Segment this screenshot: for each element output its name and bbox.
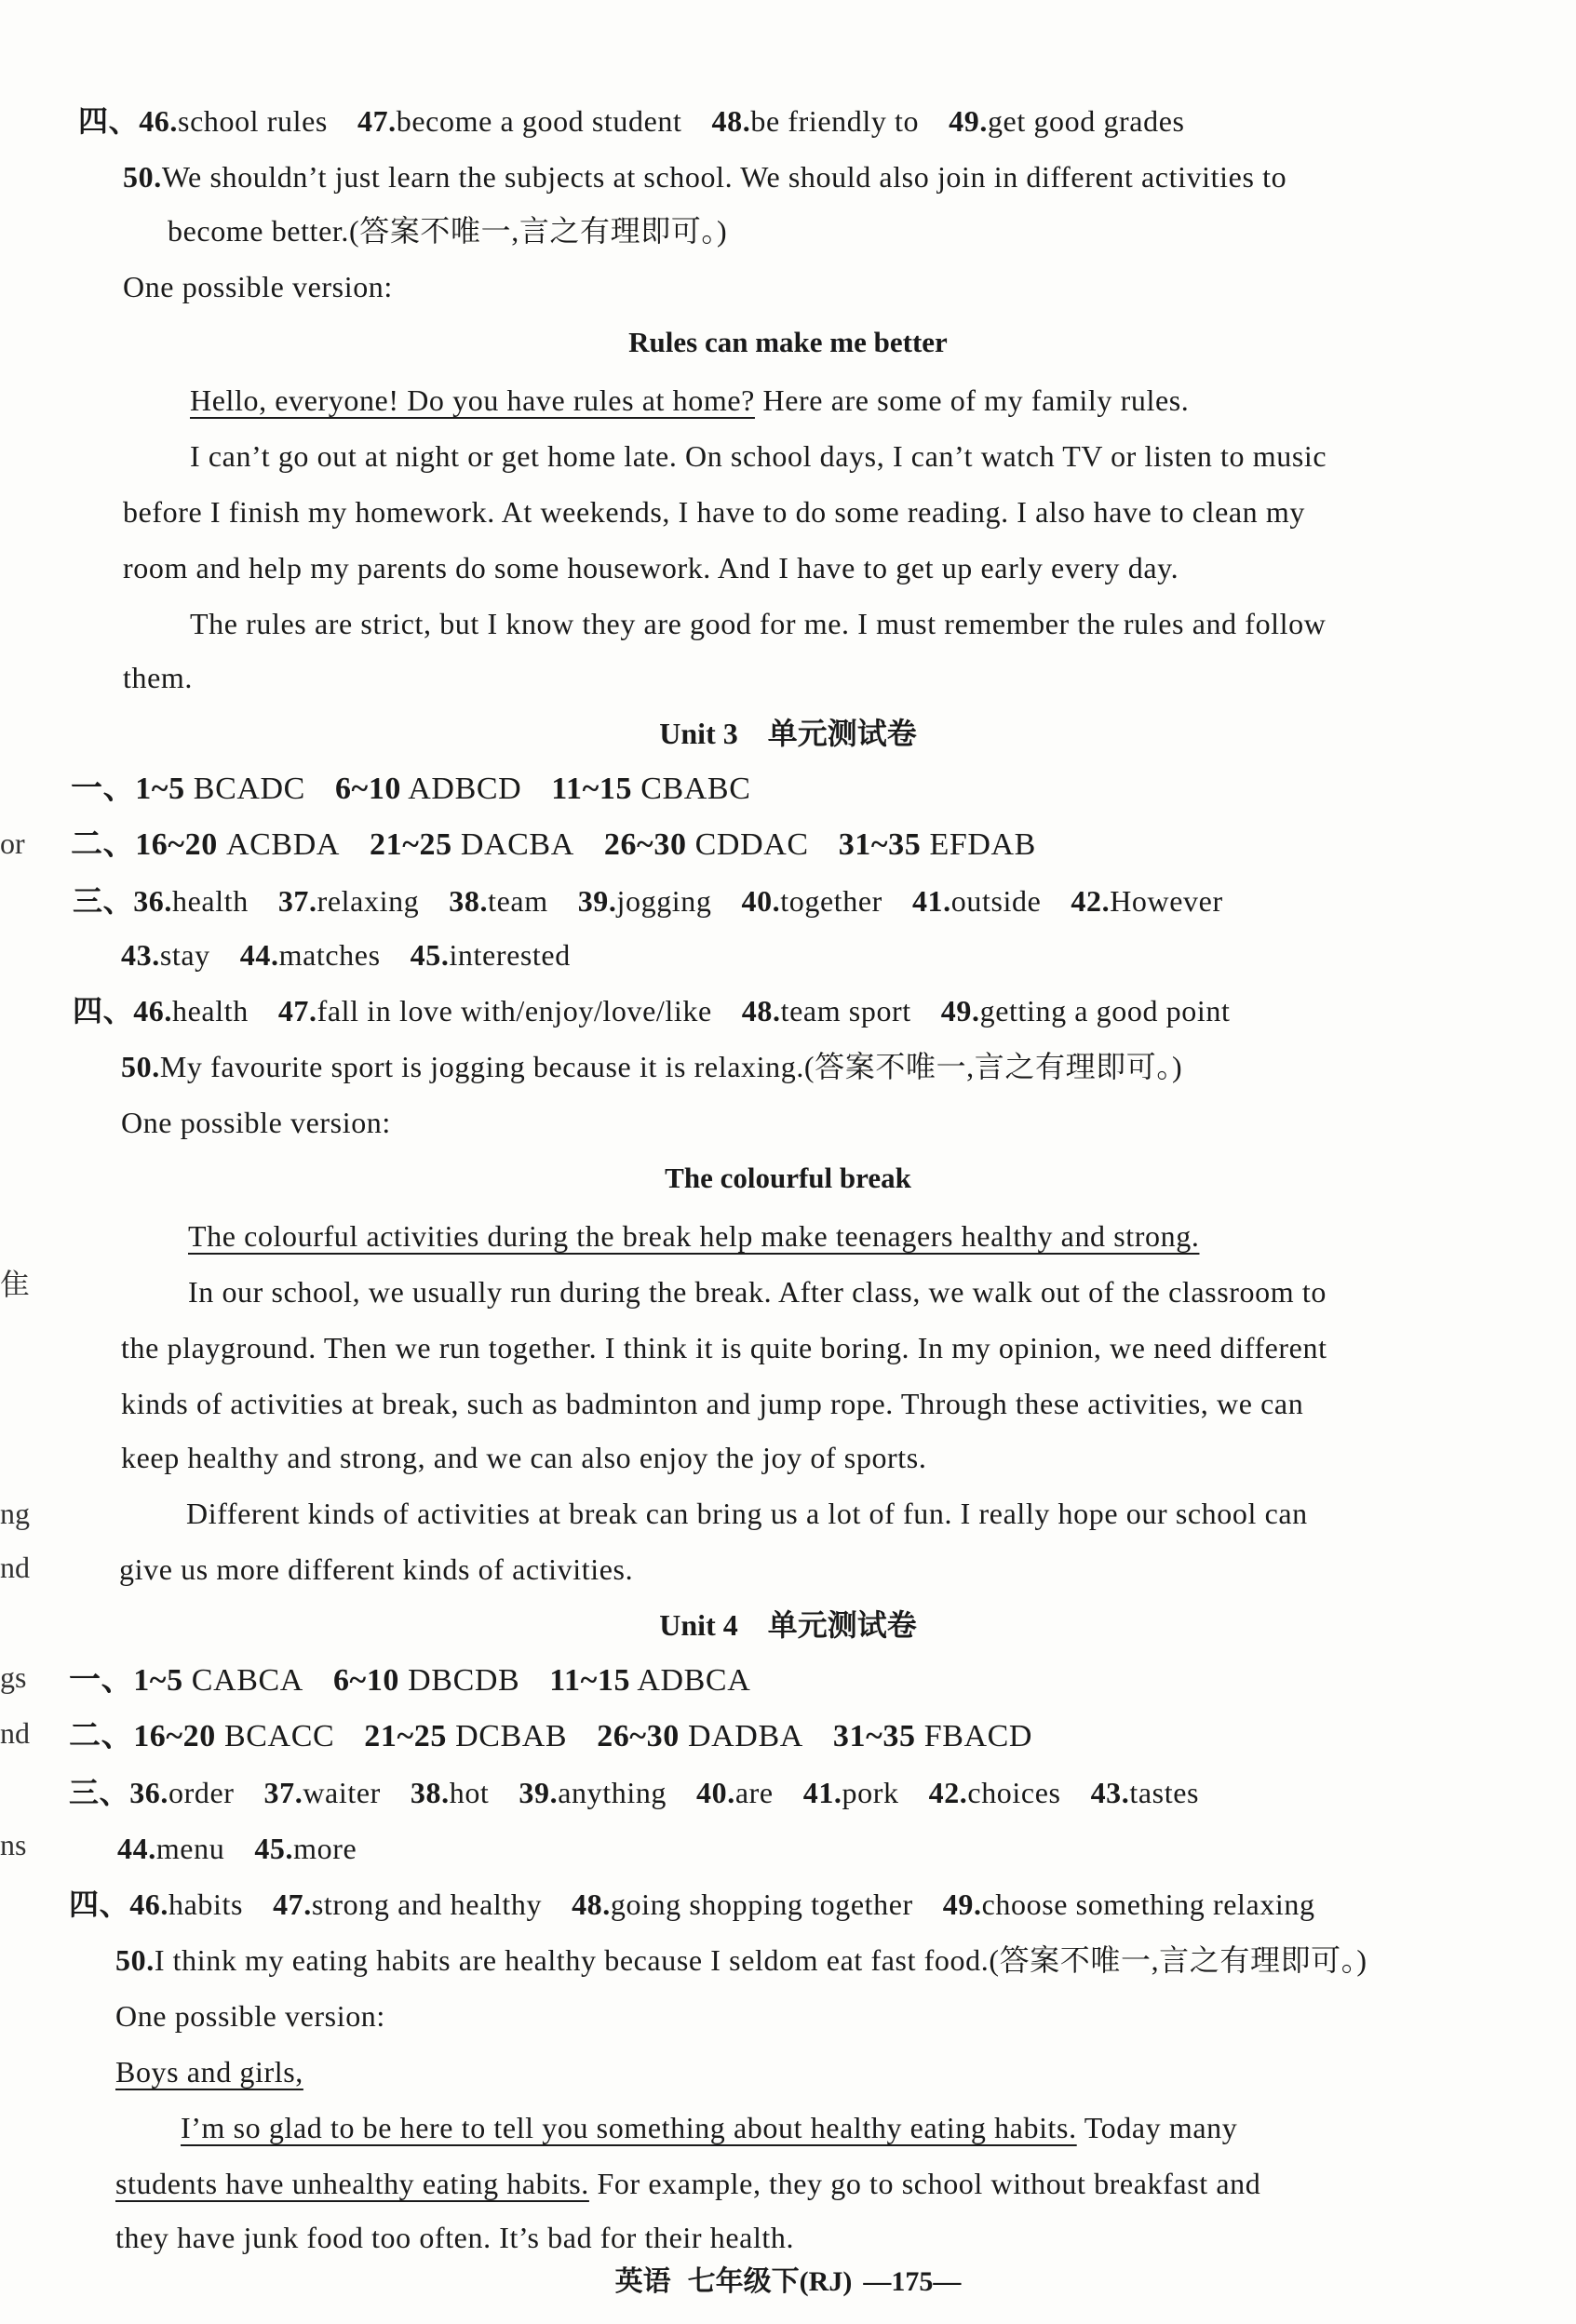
item-number: 50. [123,160,162,194]
answer-letters: DADBA [688,1719,803,1753]
question-range: 26~30 [603,827,687,862]
unit-number: Unit 3 [659,717,738,750]
answer-text: pork [842,1776,899,1809]
page-footer [0,2264,1576,2301]
underlined-sentence: I’m so glad to be here to tell you something about healthy eating habits. [181,2111,1077,2144]
margin-fragment: nd [0,1551,30,1584]
item-number: 39. [577,884,617,918]
essay-line: the playground. Then we run together. I think it is quite boring. In my opinion, we need different [121,1331,1327,1364]
footer-subject: 英语 [614,2266,671,2297]
item-number: 43. [121,938,160,972]
essay-line: kinds of activities at break, such as badminton and jump rope. Through these activities, we can [121,1387,1304,1420]
answer-letters: DCBAB [455,1719,568,1753]
u3-row-four [73,992,1230,1029]
u3-row-three [73,882,1223,920]
item-number: 48. [572,1887,611,1921]
underlined-sentence: students have unhealthy eating habits. [115,2167,589,2200]
essay-line: room and help my parents do some housework. And I have to get up early every day. [123,551,1179,584]
essay-line [115,2165,1260,2202]
answer-text: get good grades [987,104,1185,138]
underlined-sentence: The colourful activities during the break help make teenagers healthy and strong. [188,1219,1200,1253]
underlined-sentence: Boys and girls, [115,2055,303,2089]
item-number: 36. [129,1776,169,1809]
answer-text: relaxing [317,884,420,918]
question-range: 16~20 [135,827,218,862]
u3-row-one [71,771,750,808]
margin-fragment: nd [0,1716,30,1750]
answer-letters: FBACD [923,1719,1033,1753]
item-number: 44. [117,1832,156,1865]
u4-row-four [69,1886,1315,1923]
item-number: 48. [741,994,781,1028]
answer-text: getting a good point [979,994,1231,1028]
question-range: 11~15 [549,1663,631,1698]
answer-text: together [780,884,882,918]
item-number: 47. [277,994,317,1028]
answer-text: more [293,1832,357,1865]
u4-row-three-cont [117,1830,357,1867]
section-label: 一、 [69,1663,134,1698]
essay-line: In our school, we usually run during the break. After class, we walk out of the classroom to [188,1275,1327,1309]
margin-fragment: ns [0,1828,27,1861]
item-number: 46. [133,994,173,1028]
item-number: 49. [949,104,988,138]
item-number: 46. [129,1887,169,1921]
essay-line [181,2109,1237,2146]
possible-version-label: One possible version: [123,270,393,303]
question-range: 1~5 [133,1663,183,1698]
item-number: 42. [1071,884,1111,918]
answer-text: be friendly to [750,104,920,138]
question-range: 16~20 [133,1719,216,1753]
answer-text: However [1110,884,1223,918]
essay-paragraph [188,1217,1199,1255]
answer-text: interested [449,938,571,972]
essay-paragraph [190,382,1189,419]
answer-text: waiter [303,1776,381,1809]
answer-text: become a good student [396,104,682,138]
item-number: 50. [115,1943,155,1977]
question-range: 31~35 [838,827,922,862]
u2-q50-line1 [123,158,1286,195]
footer-grade: 七年级下(RJ) [687,2266,853,2297]
item-number: 43. [1090,1776,1130,1809]
answer-text: menu [155,1832,225,1865]
margin-fragment: 隹 [0,1268,31,1301]
answer-letters: CDDAC [694,827,809,862]
item-number: 47. [357,104,397,138]
section-label: 四、 [69,1887,130,1921]
question-range: 21~25 [370,827,452,862]
answer-letters: CABCA [191,1663,303,1698]
unit-heading [0,1606,1576,1644]
u3-q50 [121,1048,1182,1085]
u4-row-three [69,1774,1199,1811]
item-number: 42. [928,1776,968,1809]
answer-text: are [734,1776,774,1809]
item-number: 37. [277,884,317,918]
answer-text: hot [449,1776,490,1809]
answer-text: team [488,884,548,918]
item-number: 49. [942,1887,982,1921]
unit-heading-cn: 单元测试卷 [767,717,917,750]
essay-line: keep healthy and strong, and we can also enjoy the joy of sports. [121,1441,927,1474]
essay-line: give us more different kinds of activities. [119,1552,634,1586]
u2-q50-line2: become better.(答案不唯一,言之有理即可。) [168,214,728,248]
margin-fragment: gs [0,1660,27,1694]
item-number: 38. [410,1776,450,1809]
answer-text: stay [159,938,210,972]
item-number: 48. [711,104,751,138]
item-number: 41. [802,1776,842,1809]
answer-text: We shouldn’t just learn the subjects at school. We should also join in different activities to [161,160,1287,194]
answer-letters: EFDAB [929,827,1036,862]
essay-text: Here are some of my family rules. [754,383,1190,417]
u4-row-one [69,1662,750,1699]
answer-letters: CBABC [640,772,751,806]
answer-text: I think my eating habits are healthy because I seldom eat fast food.(答案不唯一,言之有理即可。) [154,1943,1367,1977]
answer-text: choices [967,1776,1061,1809]
item-number: 40. [741,884,781,918]
answer-text: strong and healthy [311,1887,543,1921]
answer-letters: BCACC [224,1719,335,1753]
u4-row-two [69,1718,1032,1755]
answer-text: order [168,1776,235,1809]
answer-text: My favourite sport is jogging because it is relaxing.(答案不唯一,言之有理即可。) [159,1050,1183,1083]
essay-line: Different kinds of activities at break can bring us a lot of fun. I really hope our school can [186,1497,1308,1530]
answer-letters: DACBA [460,827,574,862]
essay-text: For example, they go to school without breakfast and [588,2167,1261,2200]
item-number: 45. [410,938,450,972]
essay-line: The rules are strict, but I know they are good for me. I must remember the rules and follow [190,607,1327,640]
item-number: 41. [911,884,951,918]
item-number: 38. [449,884,489,918]
question-range: 1~5 [135,772,185,806]
essay-title: The colourful break [665,1162,911,1194]
section-label: 一、 [71,772,136,806]
essay-greeting [115,2053,303,2090]
essay-line: them. [123,661,193,694]
question-range: 11~15 [551,772,633,806]
item-number: 45. [254,1832,294,1865]
answer-text: school rules [178,104,328,138]
underlined-sentence: Hello, everyone! Do you have rules at home? [190,383,755,417]
answer-letters: DBCDB [408,1663,520,1698]
essay-line: I can’t go out at night or get home late. On school days, I can’t watch TV or listen to music [190,439,1327,473]
answer-text: fall in love with/enjoy/love/like [317,994,712,1028]
possible-version-label: One possible version: [115,1999,385,2033]
answer-text: habits [168,1887,244,1921]
essay-line: they have junk food too often. It’s bad for their health. [115,2221,795,2254]
answer-text: anything [558,1776,667,1809]
answer-text: team sport [780,994,911,1028]
u3-row-three-cont [121,936,571,974]
question-range: 21~25 [364,1719,447,1753]
section-label: 三、 [73,884,134,918]
answer-text: going shopping together [610,1887,913,1921]
u4-q50 [115,1941,1367,1979]
answer-letters: ACBDA [226,827,341,862]
section-label: 二、 [69,1719,134,1753]
answer-text: choose something relaxing [981,1887,1315,1921]
section-label: 三、 [69,1776,130,1809]
item-number: 39. [519,1776,559,1809]
unit-heading-cn: 单元测试卷 [767,1608,917,1642]
u3-row-two [71,826,1036,864]
question-range: 6~10 [334,772,402,806]
essay-line: before I finish my homework. At weekends, I have to do some reading. I also have to clean my [123,495,1305,529]
item-number: 40. [696,1776,735,1809]
item-number: 50. [121,1050,160,1083]
section-label: 二、 [71,827,136,862]
possible-version-label: One possible version: [121,1106,391,1139]
item-number: 46. [139,104,179,138]
item-number: 47. [273,1887,312,1921]
unit-heading [0,715,1576,752]
answer-letters: ADBCA [637,1663,751,1698]
item-number: 37. [263,1776,303,1809]
question-range: 6~10 [332,1663,400,1698]
item-number: 44. [239,938,279,972]
answer-text: tastes [1129,1776,1200,1809]
question-range: 31~35 [832,1719,916,1753]
margin-fragment: or [0,826,25,860]
section-label: 四、 [78,104,140,138]
answer-text: outside [950,884,1042,918]
question-range: 26~30 [597,1719,680,1753]
essay-title: Rules can make me better [628,326,948,358]
margin-fragment: ng [0,1497,30,1530]
unit-number: Unit 4 [659,1608,738,1642]
answer-text: health [172,994,249,1028]
essay-text: Today many [1076,2111,1238,2144]
section-label: 四、 [73,994,134,1028]
answer-text: jogging [616,884,712,918]
item-number: 36. [133,884,173,918]
answer-letters: BCADC [193,772,305,806]
u2-section-four-row [78,102,1185,140]
item-number: 49. [940,994,980,1028]
page-number: —175— [863,2266,962,2297]
answer-text: health [172,884,249,918]
answer-text: matches [278,938,381,972]
answer-letters: ADBCD [408,772,522,806]
